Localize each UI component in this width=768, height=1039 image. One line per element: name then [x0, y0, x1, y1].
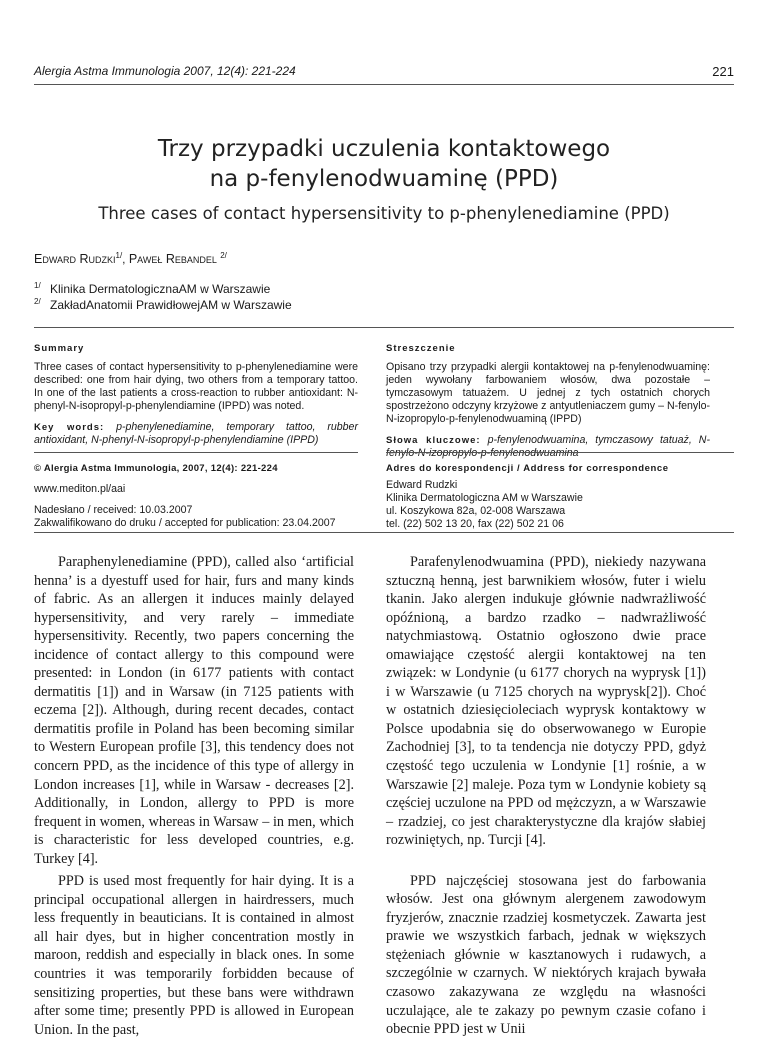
meta-block	[34, 462, 358, 530]
authors	[34, 251, 227, 266]
received-date: Nadesłano / received: 10.03.2007	[34, 504, 193, 516]
correspondence-block	[386, 462, 710, 531]
body-english	[34, 553, 354, 1039]
summary-divider	[34, 452, 358, 453]
streszczenie-block	[386, 342, 710, 460]
website-link[interactable]: www.mediton.pl/aai	[34, 483, 126, 495]
author-separator: ,	[122, 252, 129, 266]
correspondence-line-2: ul. Koszykowa 82a, 02-008 Warszawa	[386, 505, 566, 517]
streszczenie-heading: Streszczenie	[386, 343, 456, 354]
author-1: Edward Rudzki	[34, 252, 116, 266]
slowa-kluczowe-label: Słowa kluczowe:	[386, 435, 481, 446]
correspondence-line-1: Klinika Dermatologiczna AM w Warszawie	[386, 492, 583, 504]
body-en-paragraph-1: Paraphenylenediamine (PPD), called also ‘artificial henna’ is a dyestuff used for hair, furs and many kinds of fabric. As an allergen it induces mainly delayed hypersensitivity, and very rarely – immediate hypersensitivity. Recently, two papers concerning the incidence of contact allergy to this compound were presented: in London (in 6177 patients with contact dermatitis [1]) and in Warsaw (in 7125 patients with eczema [2]). Although, during recent decades, contact dermatitis profile in Poland has been becoming similar to Western European profile [3], this tendency does not concern PPD, as the incidence of this type of allergy in London increases [1], while in Warsaw - decreases [2]. Additionally, in London, allergy to PPD is more frequent in women, whereas in Warsaw – in men, which is characteristic for less developed countries, e.g. Turkey [4].	[34, 554, 354, 867]
correspondence-heading: Adres do korespondencji / Address for correspondence	[386, 463, 669, 474]
title-en: Three cases of contact hypersensitivity to p-phenylenediamine (PPD)	[98, 204, 670, 223]
abstract-bottom-rule	[34, 532, 734, 533]
keywords-label: Key words:	[34, 422, 105, 433]
author-2-sup: 2/	[220, 251, 227, 260]
body-polish	[386, 553, 706, 1039]
affiliation-2-text: ZakładAnatomii PrawidłowejAM w Warszawie	[50, 298, 292, 312]
copyright: © Alergia Astma Immunologia, 2007, 12(4): 221-224	[34, 463, 278, 474]
author-2: Paweł Rebandel	[128, 252, 217, 266]
affiliation-1	[34, 281, 270, 296]
streszczenie-keywords	[386, 434, 710, 460]
summary-text: Three cases of contact hypersensitivity to p-phenylenediamine were described: one from hair dying, two others from a temporary tattoo. In one of the last patients a cross-reaction to rubber antioxidant: N-phenyl-N-isopropyl-p-phenylendiamine (IPPD) was noted.	[34, 361, 358, 412]
affiliation-1-text: Klinika DermatologicznaAM w Warszawie	[50, 282, 271, 296]
slowa-kluczowe-text: p-fenylenodwuamina, tymczasowy tatuaż, N-fenylo-N-izopropylo-p-fenylenodwuamina	[386, 434, 710, 459]
journal-header: Alergia Astma Immunologia 2007, 12(4): 221-224	[34, 64, 296, 78]
body-pl-paragraph-1: Parafenylenodwuamina (PPD), niekiedy nazywana sztuczną henną, jest barwnikiem włosów, futer i wielu tkanin. Jako alergen indukuje głównie nadwrażliwość opóźnioną, a bardzo rzadko – nadwrażliwość natychmiastową. Ostatnio ogłoszono dwie prace omawiające częstość alergii kontaktowej na ten związek: w Londynie (u 6177 chorych na wyprysk [1]) i w Warszawie (u 7125 chorych na wyprysk[2]). Choć w ostatnich dziesięcioleciach wyprysk kontaktowy w Polsce upodabnia się do obserwowanego w Europie Zachodniej [3], to ta tendencja nie dotyczy PPD, gdyż częstość tego uczulenia w Londynie [1] rośnie, a w Warszawie [2] maleje. Poza tym w Londynie kobiety są częściej uczulone na PPD od mężczyzn, a w Warszawie – rzadziej, co jest charakterystyczne dla krajów słabiej rozwiniętych, np. Turcji [4].	[386, 554, 706, 849]
affiliation-2-sup: 2/	[34, 297, 41, 306]
author-1-sup: 1/	[115, 251, 123, 260]
correspondence-line-3: tel. (22) 502 13 20, fax (22) 502 21 06	[386, 518, 564, 530]
accepted-date: Zakwalifikowano do druku / accepted for publication: 23.04.2007	[34, 517, 336, 529]
body-en-paragraph-2: PPD is used most frequently for hair dying. It is a principal occupational allergen in hairdressers, much less frequently in beauticians. It is contained in almost all hair dyes, but in higher concentration mostly in maroon, reddish and especially in black ones. In some countries it was temporarily forbidden because of sensitizing properties, but these bans were withdrawn after some time; presently PPD is allowed in European Union. In the past,	[34, 873, 354, 1038]
summary-block	[34, 342, 358, 447]
streszczenie-divider	[386, 452, 734, 453]
title-pl-line1: Trzy przypadki uczulenia kontaktowego	[157, 136, 611, 162]
header-rule	[34, 84, 734, 85]
keywords-text: p-phenylenediamine, temporary tattoo, rubber antioxidant, N-phenyl-N-isopropyl-p-phenylendiamine (IPPD)	[34, 421, 358, 446]
summary-heading: Summary	[34, 343, 85, 354]
affiliation-2	[34, 297, 292, 312]
abstract-top-rule	[34, 327, 734, 328]
page-number: 221	[712, 64, 734, 79]
title-pl-line2: na p-fenylenodwuaminę (PPD)	[209, 166, 559, 192]
streszczenie-text: Opisano trzy przypadki alergii kontaktowej na p-fenylenodwuaminę: jeden wywołany farbowaniem włosów, dwa pozostałe – tymczasowym tatuażem. U jednej z tych ostatnich chorych spostrzeżono odczyny krzyżowe z antyutleniaczem gumy – N-fenylo-N-izopropylo-p-fenylenodwuaminą (IPPD)	[386, 361, 710, 425]
affiliation-1-sup: 1/	[34, 281, 41, 290]
summary-keywords	[34, 421, 358, 447]
body-pl-paragraph-2: PPD najczęściej stosowana jest do farbowania włosów. Jest ona głównym alergenem zawodowym fryzjerów, znacznie rzadziej kosmetyczek. Zawarta jest prawie we wszystkich farbach, jednak w większych stężeniach głównie w kasztanowych i rudawych, a szczególnie w czarnych. W niektórych krajach bywała czasowo zakazywana ze względu na własności uczulające, ale te zakazy po pewnym czasie cofano i obecnie PPD jest w Unii	[386, 872, 706, 1038]
correspondence-name: Edward Rudzki	[386, 479, 458, 491]
